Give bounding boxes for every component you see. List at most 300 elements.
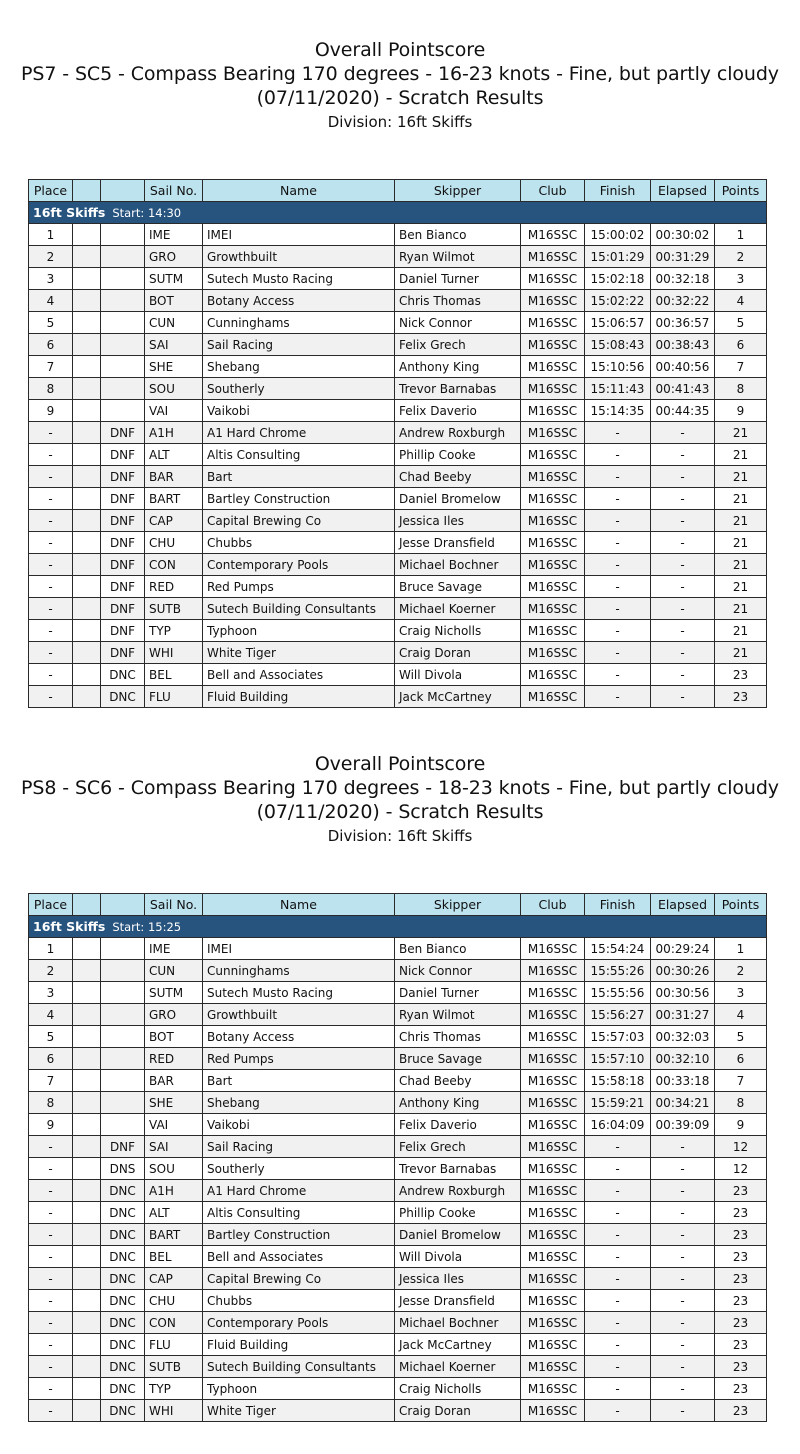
club-cell: M16SSC xyxy=(521,1048,585,1070)
elapsed-cell: 00:34:21 xyxy=(651,1092,715,1114)
points-cell: 21 xyxy=(715,532,767,554)
status-cell: DNF xyxy=(101,620,145,642)
results-table xyxy=(28,179,767,708)
points-cell: 5 xyxy=(715,1026,767,1048)
finish-cell: - xyxy=(585,598,651,620)
boat-name-cell: Chubbs xyxy=(203,1290,395,1312)
table-row xyxy=(29,1224,767,1246)
place-cell: - xyxy=(29,1224,73,1246)
boat-name-cell: Altis Consulting xyxy=(203,1202,395,1224)
club-cell: M16SSC xyxy=(521,1246,585,1268)
blank-cell xyxy=(73,598,101,620)
finish-cell: - xyxy=(585,1158,651,1180)
elapsed-cell: - xyxy=(651,1180,715,1202)
skipper-cell: Daniel Bromelow xyxy=(395,488,521,510)
status-cell xyxy=(101,1026,145,1048)
status-cell: DNF xyxy=(101,488,145,510)
elapsed-cell: 00:30:26 xyxy=(651,960,715,982)
header-col-points: Points xyxy=(715,180,767,202)
finish-cell: - xyxy=(585,664,651,686)
table-row xyxy=(29,938,767,960)
blank-cell xyxy=(73,268,101,290)
blank-cell xyxy=(73,576,101,598)
club-cell: M16SSC xyxy=(521,1224,585,1246)
finish-cell: - xyxy=(585,1268,651,1290)
table-row xyxy=(29,1026,767,1048)
points-cell: 21 xyxy=(715,576,767,598)
boat-name-cell: Capital Brewing Co xyxy=(203,1268,395,1290)
boat-name-cell: Sail Racing xyxy=(203,334,395,356)
header-col-points: Points xyxy=(715,894,767,916)
skipper-cell: Felix Grech xyxy=(395,334,521,356)
blank-cell xyxy=(73,938,101,960)
skipper-cell: Jack McCartney xyxy=(395,686,521,708)
sail-no-cell: TYP xyxy=(145,1378,203,1400)
blank-cell xyxy=(73,1378,101,1400)
place-cell: - xyxy=(29,466,73,488)
skipper-cell: Trevor Barnabas xyxy=(395,378,521,400)
place-cell: - xyxy=(29,422,73,444)
points-cell: 21 xyxy=(715,422,767,444)
boat-name-cell: Sutech Musto Racing xyxy=(203,268,395,290)
sail-no-cell: WHI xyxy=(145,1400,203,1422)
elapsed-cell: 00:32:03 xyxy=(651,1026,715,1048)
club-cell: M16SSC xyxy=(521,1114,585,1136)
table-row xyxy=(29,1114,767,1136)
elapsed-cell: - xyxy=(651,1356,715,1378)
table-row xyxy=(29,1334,767,1356)
skipper-cell: Michael Bochner xyxy=(395,1312,521,1334)
status-cell: DNC xyxy=(101,664,145,686)
points-cell: 6 xyxy=(715,334,767,356)
place-cell: - xyxy=(29,1136,73,1158)
place-cell: 3 xyxy=(29,268,73,290)
points-cell: 23 xyxy=(715,1290,767,1312)
finish-cell: 15:06:57 xyxy=(585,312,651,334)
status-cell: DNF xyxy=(101,422,145,444)
elapsed-cell: - xyxy=(651,554,715,576)
points-cell: 8 xyxy=(715,1092,767,1114)
table-row xyxy=(29,1246,767,1268)
table-row xyxy=(29,1378,767,1400)
club-cell: M16SSC xyxy=(521,960,585,982)
elapsed-cell: - xyxy=(651,620,715,642)
elapsed-cell: 00:32:22 xyxy=(651,290,715,312)
table-row xyxy=(29,554,767,576)
club-cell: M16SSC xyxy=(521,1290,585,1312)
finish-cell: 15:08:43 xyxy=(585,334,651,356)
club-cell: M16SSC xyxy=(521,1026,585,1048)
blank-cell xyxy=(73,334,101,356)
boat-name-cell: Bell and Associates xyxy=(203,664,395,686)
header-col-skipper: Skipper xyxy=(395,894,521,916)
table-row xyxy=(29,268,767,290)
table-row xyxy=(29,466,767,488)
finish-cell: 15:00:02 xyxy=(585,224,651,246)
elapsed-cell: - xyxy=(651,1400,715,1422)
place-cell: - xyxy=(29,1400,73,1422)
points-cell: 3 xyxy=(715,982,767,1004)
blank-cell xyxy=(73,224,101,246)
sail-no-cell: SHE xyxy=(145,356,203,378)
club-cell: M16SSC xyxy=(521,554,585,576)
table-row xyxy=(29,1400,767,1422)
boat-name-cell: Red Pumps xyxy=(203,1048,395,1070)
table-row xyxy=(29,1356,767,1378)
club-cell: M16SSC xyxy=(521,488,585,510)
finish-cell: - xyxy=(585,642,651,664)
club-cell: M16SSC xyxy=(521,1312,585,1334)
blank-cell xyxy=(73,982,101,1004)
elapsed-cell: - xyxy=(651,1290,715,1312)
blank-cell xyxy=(73,1356,101,1378)
finish-cell: 15:02:22 xyxy=(585,290,651,312)
sail-no-cell: SAI xyxy=(145,334,203,356)
boat-name-cell: Fluid Building xyxy=(203,1334,395,1356)
start-time: Start: 14:30 xyxy=(112,205,182,220)
blank-cell xyxy=(73,1180,101,1202)
place-cell: - xyxy=(29,532,73,554)
boat-name-cell: Sail Racing xyxy=(203,1136,395,1158)
table-row xyxy=(29,422,767,444)
table-row xyxy=(29,1202,767,1224)
skipper-cell: Jessica Iles xyxy=(395,1268,521,1290)
table-row xyxy=(29,664,767,686)
place-cell: - xyxy=(29,1268,73,1290)
skipper-cell: Craig Nicholls xyxy=(395,1378,521,1400)
elapsed-cell: 00:44:35 xyxy=(651,400,715,422)
points-cell: 12 xyxy=(715,1158,767,1180)
blank-cell xyxy=(73,1246,101,1268)
sail-no-cell: FLU xyxy=(145,1334,203,1356)
table-row xyxy=(29,686,767,708)
status-cell: DNC xyxy=(101,1378,145,1400)
table-row xyxy=(29,378,767,400)
finish-cell: - xyxy=(585,466,651,488)
sail-no-cell: WHI xyxy=(145,642,203,664)
status-cell xyxy=(101,960,145,982)
points-cell: 2 xyxy=(715,246,767,268)
finish-cell: 15:58:18 xyxy=(585,1070,651,1092)
title-block xyxy=(0,38,800,134)
race-date: (07/11/2020) - Scratch Results xyxy=(256,87,544,109)
status-cell: DNC xyxy=(101,1334,145,1356)
race-description: PS7 - SC5 - Compass Bearing 170 degrees - 16-23 knots - Fine, but partly cloudy xyxy=(21,63,779,85)
status-cell: DNF xyxy=(101,510,145,532)
sail-no-cell: CON xyxy=(145,1312,203,1334)
place-cell: 6 xyxy=(29,334,73,356)
finish-cell: 15:57:03 xyxy=(585,1026,651,1048)
blank-cell xyxy=(73,312,101,334)
place-cell: - xyxy=(29,598,73,620)
place-cell: 7 xyxy=(29,356,73,378)
table-row xyxy=(29,1070,767,1092)
sail-no-cell: VAI xyxy=(145,1114,203,1136)
header-col-name: Name xyxy=(203,180,395,202)
finish-cell: - xyxy=(585,1202,651,1224)
boat-name-cell: Growthbuilt xyxy=(203,246,395,268)
table-row xyxy=(29,246,767,268)
skipper-cell: Nick Connor xyxy=(395,960,521,982)
finish-cell: 15:11:43 xyxy=(585,378,651,400)
club-cell: M16SSC xyxy=(521,1004,585,1026)
club-cell: M16SSC xyxy=(521,1136,585,1158)
sail-no-cell: SUTM xyxy=(145,982,203,1004)
header-col-elapsed: Elapsed xyxy=(651,180,715,202)
status-cell xyxy=(101,356,145,378)
table-row xyxy=(29,312,767,334)
finish-cell: - xyxy=(585,620,651,642)
sail-no-cell: BEL xyxy=(145,664,203,686)
elapsed-cell: - xyxy=(651,1202,715,1224)
finish-cell: - xyxy=(585,1400,651,1422)
skipper-cell: Anthony King xyxy=(395,1092,521,1114)
finish-cell: - xyxy=(585,686,651,708)
sail-no-cell: SOU xyxy=(145,1158,203,1180)
header-col-elapsed: Elapsed xyxy=(651,894,715,916)
elapsed-cell: - xyxy=(651,642,715,664)
blank-cell xyxy=(73,1114,101,1136)
sail-no-cell: CUN xyxy=(145,960,203,982)
status-cell: DNF xyxy=(101,642,145,664)
skipper-cell: Felix Daverio xyxy=(395,1114,521,1136)
blank-cell xyxy=(73,1202,101,1224)
boat-name-cell: Typhoon xyxy=(203,1378,395,1400)
status-cell: DNF xyxy=(101,554,145,576)
blank-cell xyxy=(73,960,101,982)
finish-cell: - xyxy=(585,1334,651,1356)
status-cell: DNC xyxy=(101,1290,145,1312)
blank-cell xyxy=(73,686,101,708)
status-cell xyxy=(101,334,145,356)
blank-cell xyxy=(73,1224,101,1246)
header-col-sail-no: Sail No. xyxy=(145,180,203,202)
header-col-finish: Finish xyxy=(585,894,651,916)
club-cell: M16SSC xyxy=(521,982,585,1004)
boat-name-cell: A1 Hard Chrome xyxy=(203,422,395,444)
finish-cell: - xyxy=(585,532,651,554)
elapsed-cell: - xyxy=(651,1268,715,1290)
status-cell xyxy=(101,400,145,422)
blank-cell xyxy=(73,532,101,554)
elapsed-cell: - xyxy=(651,1158,715,1180)
results-section-ps8 xyxy=(0,752,800,1418)
club-cell: M16SSC xyxy=(521,510,585,532)
elapsed-cell: - xyxy=(651,1312,715,1334)
place-cell: - xyxy=(29,1312,73,1334)
finish-cell: 15:59:21 xyxy=(585,1092,651,1114)
club-cell: M16SSC xyxy=(521,1356,585,1378)
header-col-place: Place xyxy=(29,180,73,202)
blank-cell xyxy=(73,1070,101,1092)
race-date: (07/11/2020) - Scratch Results xyxy=(256,801,544,823)
finish-cell: - xyxy=(585,422,651,444)
skipper-cell: Ryan Wilmot xyxy=(395,1004,521,1026)
table-header-row xyxy=(29,894,767,916)
elapsed-cell: - xyxy=(651,686,715,708)
status-cell: DNC xyxy=(101,1202,145,1224)
status-cell: DNF xyxy=(101,444,145,466)
sail-no-cell: RED xyxy=(145,576,203,598)
elapsed-cell: 00:41:43 xyxy=(651,378,715,400)
section-title: Overall Pointscore xyxy=(314,753,486,775)
club-cell: M16SSC xyxy=(521,686,585,708)
status-cell: DNF xyxy=(101,466,145,488)
boat-name-cell: Sutech Musto Racing xyxy=(203,982,395,1004)
skipper-cell: Ben Bianco xyxy=(395,938,521,960)
boat-name-cell: Cunninghams xyxy=(203,960,395,982)
division-label: Division: 16ft Skiffs xyxy=(327,827,473,845)
skipper-cell: Phillip Cooke xyxy=(395,444,521,466)
points-cell: 21 xyxy=(715,642,767,664)
points-cell: 23 xyxy=(715,1246,767,1268)
place-cell: 5 xyxy=(29,1026,73,1048)
finish-cell: 15:01:29 xyxy=(585,246,651,268)
points-cell: 9 xyxy=(715,400,767,422)
points-cell: 21 xyxy=(715,510,767,532)
elapsed-cell: 00:29:24 xyxy=(651,938,715,960)
status-cell xyxy=(101,1070,145,1092)
place-cell: 8 xyxy=(29,1092,73,1114)
club-cell: M16SSC xyxy=(521,422,585,444)
points-cell: 23 xyxy=(715,1378,767,1400)
table-row xyxy=(29,224,767,246)
points-cell: 7 xyxy=(715,1070,767,1092)
status-cell xyxy=(101,378,145,400)
blank-cell xyxy=(73,642,101,664)
status-cell xyxy=(101,268,145,290)
skipper-cell: Nick Connor xyxy=(395,312,521,334)
boat-name-cell: IMEI xyxy=(203,938,395,960)
skipper-cell: Craig Nicholls xyxy=(395,620,521,642)
sail-no-cell: SHE xyxy=(145,1092,203,1114)
skipper-cell: Jack McCartney xyxy=(395,1334,521,1356)
status-cell: DNS xyxy=(101,1158,145,1180)
elapsed-cell: 00:39:09 xyxy=(651,1114,715,1136)
table-row xyxy=(29,356,767,378)
table-row xyxy=(29,1136,767,1158)
elapsed-cell: - xyxy=(651,1378,715,1400)
sail-no-cell: BOT xyxy=(145,1026,203,1048)
table-row xyxy=(29,1290,767,1312)
boat-name-cell: IMEI xyxy=(203,224,395,246)
elapsed-cell: 00:32:10 xyxy=(651,1048,715,1070)
sail-no-cell: BART xyxy=(145,1224,203,1246)
sail-no-cell: BOT xyxy=(145,290,203,312)
status-cell xyxy=(101,1114,145,1136)
points-cell: 23 xyxy=(715,1400,767,1422)
points-cell: 23 xyxy=(715,1224,767,1246)
blank-cell xyxy=(73,466,101,488)
place-cell: - xyxy=(29,1290,73,1312)
club-cell: M16SSC xyxy=(521,466,585,488)
points-cell: 23 xyxy=(715,686,767,708)
finish-cell: - xyxy=(585,488,651,510)
finish-cell: 15:54:24 xyxy=(585,938,651,960)
place-cell: 5 xyxy=(29,312,73,334)
elapsed-cell: 00:33:18 xyxy=(651,1070,715,1092)
place-cell: 4 xyxy=(29,290,73,312)
blank-cell xyxy=(73,1268,101,1290)
blank-cell xyxy=(73,1158,101,1180)
division-row xyxy=(29,202,767,224)
skipper-cell: Bruce Savage xyxy=(395,1048,521,1070)
header-col-blank-1 xyxy=(73,894,101,916)
elapsed-cell: 00:31:27 xyxy=(651,1004,715,1026)
skipper-cell: Ryan Wilmot xyxy=(395,246,521,268)
table-row xyxy=(29,960,767,982)
skipper-cell: Will Divola xyxy=(395,664,521,686)
status-cell xyxy=(101,224,145,246)
status-cell: DNC xyxy=(101,1268,145,1290)
skipper-cell: Daniel Turner xyxy=(395,268,521,290)
table-row xyxy=(29,1092,767,1114)
finish-cell: - xyxy=(585,444,651,466)
skipper-cell: Will Divola xyxy=(395,1246,521,1268)
elapsed-cell: 00:36:57 xyxy=(651,312,715,334)
title-block xyxy=(0,752,800,848)
points-cell: 23 xyxy=(715,664,767,686)
blank-cell xyxy=(73,1092,101,1114)
elapsed-cell: - xyxy=(651,1224,715,1246)
table-row xyxy=(29,1158,767,1180)
boat-name-cell: Contemporary Pools xyxy=(203,1312,395,1334)
finish-cell: - xyxy=(585,1378,651,1400)
club-cell: M16SSC xyxy=(521,246,585,268)
boat-name-cell: Bartley Construction xyxy=(203,488,395,510)
place-cell: 3 xyxy=(29,982,73,1004)
skipper-cell: Michael Koerner xyxy=(395,1356,521,1378)
finish-cell: 15:14:35 xyxy=(585,400,651,422)
place-cell: - xyxy=(29,488,73,510)
place-cell: 2 xyxy=(29,960,73,982)
elapsed-cell: 00:30:56 xyxy=(651,982,715,1004)
sail-no-cell: SUTM xyxy=(145,268,203,290)
header-col-sail-no: Sail No. xyxy=(145,894,203,916)
skipper-cell: Craig Doran xyxy=(395,642,521,664)
club-cell: M16SSC xyxy=(521,532,585,554)
status-cell xyxy=(101,312,145,334)
club-cell: M16SSC xyxy=(521,1378,585,1400)
sail-no-cell: GRO xyxy=(145,246,203,268)
place-cell: - xyxy=(29,1378,73,1400)
sail-no-cell: BAR xyxy=(145,466,203,488)
skipper-cell: Felix Grech xyxy=(395,1136,521,1158)
sail-no-cell: CAP xyxy=(145,1268,203,1290)
place-cell: - xyxy=(29,642,73,664)
status-cell: DNC xyxy=(101,686,145,708)
status-cell: DNC xyxy=(101,1312,145,1334)
header-col-blank-1 xyxy=(73,180,101,202)
boat-name-cell: Vaikobi xyxy=(203,400,395,422)
place-cell: 7 xyxy=(29,1070,73,1092)
sail-no-cell: CHU xyxy=(145,1290,203,1312)
blank-cell xyxy=(73,1004,101,1026)
status-cell: DNC xyxy=(101,1246,145,1268)
sail-no-cell: SUTB xyxy=(145,598,203,620)
place-cell: - xyxy=(29,1246,73,1268)
place-cell: 9 xyxy=(29,1114,73,1136)
blank-cell xyxy=(73,1048,101,1070)
status-cell xyxy=(101,1048,145,1070)
blank-cell xyxy=(73,356,101,378)
club-cell: M16SSC xyxy=(521,224,585,246)
table-row xyxy=(29,576,767,598)
blank-cell xyxy=(73,246,101,268)
elapsed-cell: - xyxy=(651,444,715,466)
finish-cell: 15:56:27 xyxy=(585,1004,651,1026)
boat-name-cell: Shebang xyxy=(203,356,395,378)
